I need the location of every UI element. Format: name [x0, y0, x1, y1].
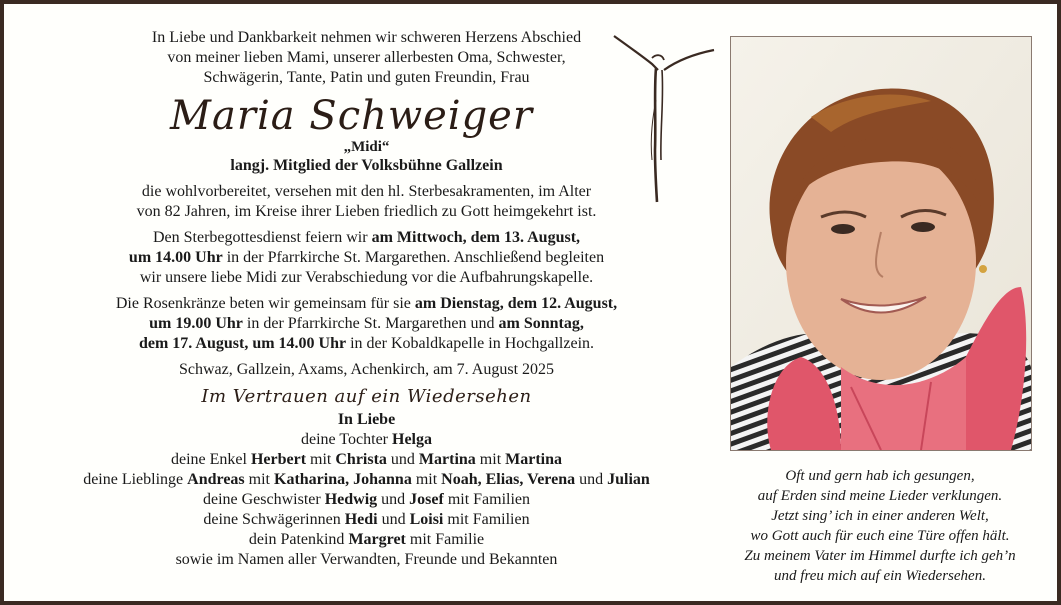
mourner-name: Loisi: [409, 511, 444, 528]
mourner-text: deine Tochter: [301, 431, 392, 448]
mourner-name: Herbert: [250, 451, 307, 468]
mourner-text: mit: [244, 471, 274, 488]
intro-line-2: von meiner lieben Mami, unserer allerbesten Oma, Schwester,: [167, 49, 566, 66]
mourner-godchild: [24, 530, 709, 550]
death-notice-line-2: von 82 Jahren, im Kreise ihrer Lieben friedlich zu Gott heimgekehrt ist.: [136, 203, 597, 220]
funeral-time: um 14.00 Uhr: [128, 249, 223, 266]
rosary-text: Die Rosenkränze beten wir gemeinsam für sie: [115, 295, 415, 312]
poem-line-5: Zu meinem Vater im Himmel durfte ich geh’n: [744, 548, 1016, 564]
mourner-name: Helga: [392, 431, 432, 448]
notice-text-column: [24, 26, 709, 570]
mourner-text: mit: [306, 451, 336, 468]
mourner-name: Andreas: [187, 471, 245, 488]
mourners-in-liebe: [24, 410, 709, 430]
poem-line-1: Oft und gern hab ich gesungen,: [785, 468, 975, 484]
mourner-text: mit: [411, 471, 442, 488]
mourner-siblings: [24, 490, 709, 510]
mourner-all: sowie im Namen aller Verwandten, Freunde und Bekannten: [175, 551, 558, 568]
death-notice: [24, 182, 709, 222]
mourner-text: und: [575, 471, 608, 488]
rosary-date: am Dienstag, dem 12. August,: [414, 295, 618, 312]
in-liebe: In Liebe: [337, 411, 396, 428]
mourner-text: mit Familien: [443, 491, 531, 508]
funeral-info: [24, 228, 709, 288]
deceased-name: Maria Schweiger: [170, 93, 533, 139]
funeral-date: am Mittwoch, dem 13. August,: [371, 229, 581, 246]
mourner-name: Josef: [409, 491, 444, 508]
rosary-info: [24, 294, 709, 354]
mourner-daughter: [24, 430, 709, 450]
funeral-line-3: wir unsere liebe Midi zur Verabschiedung vor die Aufbahrungskapelle.: [139, 269, 594, 286]
poem-line-3: Jetzt sing’ ich in einer anderen Welt,: [771, 508, 989, 524]
mourner-name: Margret: [348, 531, 406, 548]
membership-line: langj. Mitglied der Volksbühne Gallzein: [230, 157, 503, 174]
rosary-line-3: [24, 334, 709, 354]
mourner-name: Martina: [418, 451, 476, 468]
mourners-list: [24, 410, 709, 570]
poem-line-6: und freu mich auf ein Wiedersehen.: [774, 568, 986, 584]
mourner-text: mit: [475, 451, 506, 468]
mourner-name: Hedwig: [324, 491, 378, 508]
mourner-name: Noah, Elias, Verena: [441, 471, 576, 488]
mourner-name: Martina: [505, 451, 563, 468]
rosary-line-1: [24, 294, 709, 314]
place-date: Schwaz, Gallzein, Axams, Achenkirch, am 7. August 2025: [178, 361, 555, 378]
rosary-date: am Sonntag,: [498, 315, 584, 332]
funeral-text: Den Sterbegottesdienst feiern wir: [152, 229, 372, 246]
mourner-name: Katharina, Johanna: [274, 471, 412, 488]
mourner-name: Julian: [607, 471, 650, 488]
poem-line-2: auf Erden sind meine Lieder verklungen.: [757, 488, 1003, 504]
mourner-text: und: [377, 491, 410, 508]
crucifix-icon: [608, 30, 720, 205]
intro-line-3: Schwägerin, Tante, Patin und guten Freundin, Frau: [203, 69, 530, 86]
funeral-text: in der Pfarrkirche St. Margarethen. Anschließend begleiten: [222, 249, 605, 266]
portrait-photo: [730, 36, 1032, 451]
farewell-poem: [700, 466, 1060, 586]
mourner-name: Christa: [335, 451, 387, 468]
rosary-text: in der Pfarrkirche St. Margarethen und: [242, 315, 499, 332]
rosary-time: um 19.00 Uhr: [149, 315, 243, 332]
rosary-text: in der Kobaldkapelle in Hochgallzein.: [346, 335, 595, 352]
funeral-line-1: [24, 228, 709, 248]
mourner-text: deine Schwägerinnen: [203, 511, 345, 528]
death-notice-line-1: die wohlvorbereitet, versehen mit den hl. Sterbesakramenten, im Alter: [141, 183, 592, 200]
mourner-text: und: [386, 451, 419, 468]
mourner-text: und: [377, 511, 410, 528]
mourner-sisters-in-law: [24, 510, 709, 530]
mourner-favorites: [24, 470, 709, 490]
intro-line-1: In Liebe und Dankbarkeit nehmen wir schweren Herzens Abschied: [151, 29, 582, 46]
mourner-grandchildren: [24, 450, 709, 470]
mourner-text: dein Patenkind: [248, 531, 349, 548]
mourner-name: Hedi: [344, 511, 378, 528]
motto: Im Vertrauen auf ein Wiedersehen: [201, 386, 532, 407]
mourner-text: mit Familien: [443, 511, 530, 528]
nickname: „Midi“: [343, 139, 390, 155]
mourner-text: deine Lieblinge: [83, 471, 188, 488]
rosary-date-time: dem 17. August, um 14.00 Uhr: [138, 335, 347, 352]
mourner-text: deine Enkel: [170, 451, 251, 468]
rosary-line-2: [24, 314, 709, 334]
mourner-text: mit Familie: [405, 531, 485, 548]
poem-line-4: wo Gott auch für euch eine Türe offen hält.: [750, 528, 1010, 544]
mourner-text: deine Geschwister: [202, 491, 325, 508]
funeral-line-2: [24, 248, 709, 268]
